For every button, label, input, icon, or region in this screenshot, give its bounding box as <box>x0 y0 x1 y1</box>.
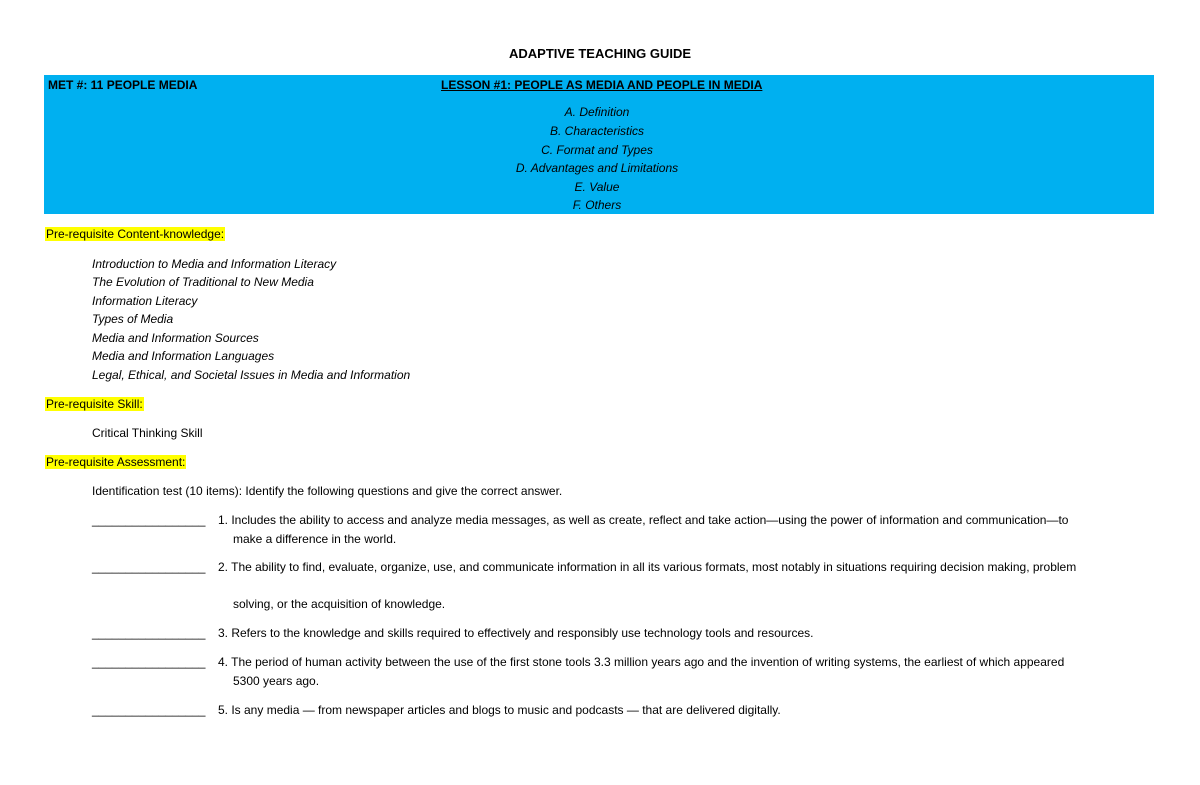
content-item: Introduction to Media and Information Literacy <box>92 257 337 271</box>
prereq-assessment-heading <box>45 455 186 469</box>
question-5-text: 5. Is any media — from newspaper articles and blogs to music and podcasts — that are delivered digitally. <box>218 703 781 717</box>
answer-blank[interactable]: _________________ <box>92 513 206 527</box>
prereq-skill-value: Critical Thinking Skill <box>92 426 203 440</box>
topic-item: C. Format and Types <box>541 143 653 157</box>
topic-item: B. Characteristics <box>549 124 645 138</box>
answer-blank[interactable]: _________________ <box>92 626 206 640</box>
question-2-text-cont: solving, or the acquisition of knowledge. <box>233 597 446 611</box>
question-4-text: 4. The period of human activity between the use of the first stone tools 3.3 million years ago and the invention of writing systems, the earliest of which appeared <box>218 655 1065 669</box>
topic-item: D. Advantages and Limitations <box>515 161 679 175</box>
answer-blank[interactable]: _________________ <box>92 560 206 574</box>
topic-item: A. Definition <box>564 105 630 119</box>
question-3-text: 3. Refers to the knowledge and skills required to effectively and responsibly use technology tools and resources. <box>218 626 814 640</box>
document-title: ADAPTIVE TEACHING GUIDE <box>508 46 691 61</box>
lesson-banner <box>44 75 1154 214</box>
question-4-text-cont: 5300 years ago. <box>233 674 320 688</box>
topic-item: E. Value <box>574 180 620 194</box>
content-item: Types of Media <box>92 312 174 326</box>
question-1-text-cont: make a difference in the world. <box>233 532 397 546</box>
content-item: Legal, Ethical, and Societal Issues in Media and Information <box>92 368 411 382</box>
answer-blank[interactable]: _________________ <box>92 703 206 717</box>
content-item: Information Literacy <box>92 294 198 308</box>
prereq-skill-heading <box>45 397 144 411</box>
content-item: Media and Information Languages <box>92 349 275 363</box>
content-item: The Evolution of Traditional to New Media <box>92 275 314 289</box>
assessment-instructions: Identification test (10 items): Identify the following questions and give the correct answer. <box>92 484 563 498</box>
lesson-title: LESSON #1: PEOPLE AS MEDIA AND PEOPLE IN MEDIA <box>441 78 763 92</box>
prereq-skill-heading-text: Pre-requisite Skill: <box>46 397 143 411</box>
met-number: MET #: 11 PEOPLE MEDIA <box>48 78 198 92</box>
prereq-content-heading-text: Pre-requisite Content-knowledge: <box>46 227 225 241</box>
prereq-content-heading <box>45 227 225 241</box>
question-1-text: 1. Includes the ability to access and analyze media messages, as well as create, reflect and take action—using the power of information and communication—to <box>218 513 1069 527</box>
content-item: Media and Information Sources <box>92 331 259 345</box>
prereq-assessment-heading-text: Pre-requisite Assessment: <box>46 455 186 469</box>
topic-item: F. Others <box>572 198 622 212</box>
answer-blank[interactable]: _________________ <box>92 655 206 669</box>
question-2-text: 2. The ability to find, evaluate, organize, use, and communicate information in all its various formats, most notably in situations requiring decision making, problem <box>218 560 1077 574</box>
